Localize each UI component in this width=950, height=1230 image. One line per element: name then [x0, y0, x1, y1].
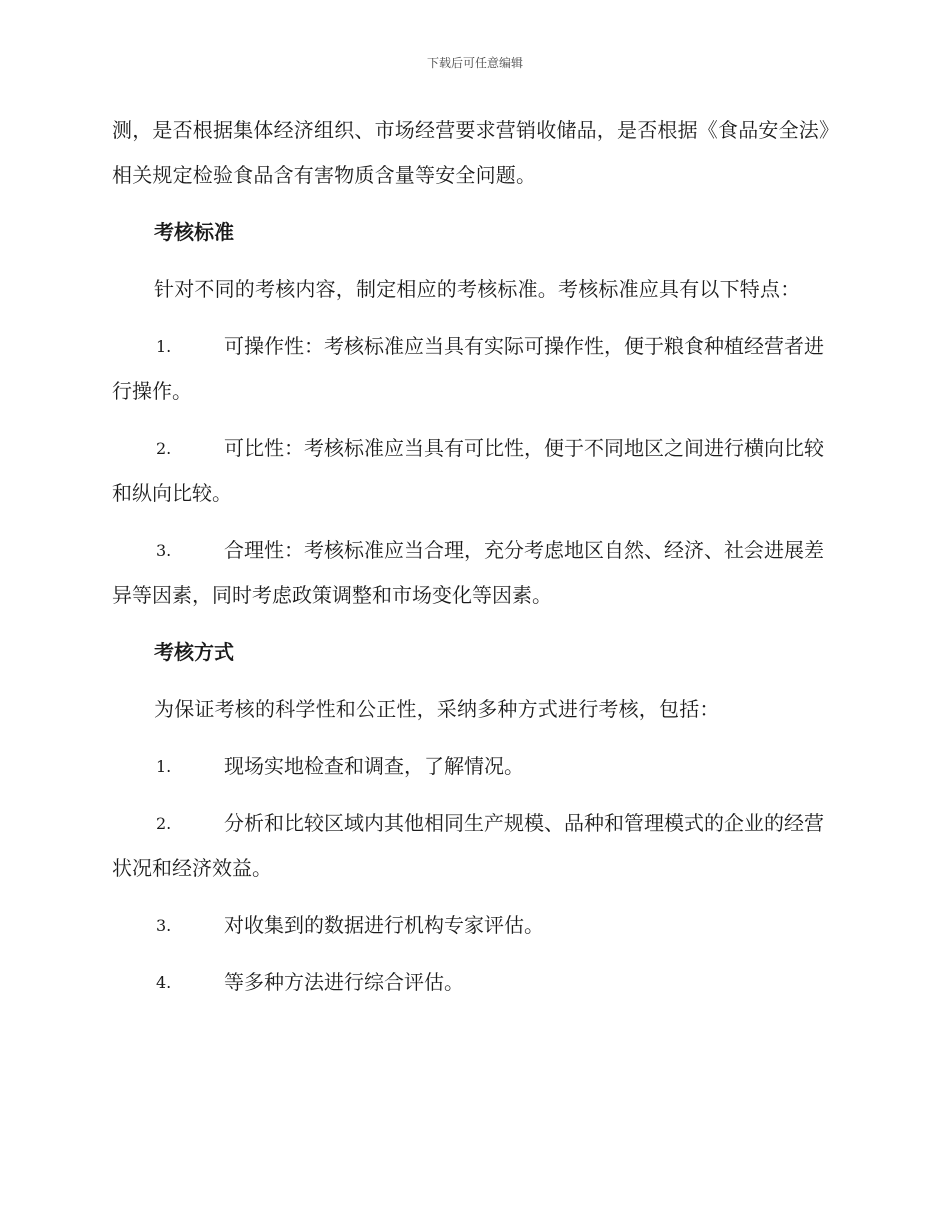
list-item-text: 对收集到的数据进行机构专家评估。 [224, 913, 544, 937]
section-heading-methods: 考核方式 [154, 640, 234, 664]
list-number: 1. [156, 757, 172, 776]
methods-intro: 为保证考核的科学性和公正性，采纳多种方式进行考核，包括： [154, 697, 720, 721]
list-number: 1. [156, 337, 172, 356]
list-item [112, 960, 834, 1005]
page-header: 下载后可任意编辑 [426, 56, 523, 70]
list-item-text: 现场实地检查和调查，了解情况。 [224, 754, 524, 778]
list-number: 2. [156, 439, 172, 458]
list-item-text: 可比性：考核标准应当具有可比性，便于不同地区之间进行横向比较和纵向比较。 [112, 436, 824, 505]
list-item [112, 426, 834, 516]
list-item [112, 744, 834, 789]
section-heading-standards: 考核标准 [154, 220, 234, 244]
list-item [112, 801, 834, 891]
list-item [112, 324, 834, 414]
list-number: 4. [156, 973, 172, 992]
list-number: 2. [156, 814, 172, 833]
list-item [112, 903, 834, 948]
standards-intro: 针对不同的考核内容，制定相应的考核标准。考核标准应具有以下特点： [154, 277, 801, 301]
document-body [112, 108, 834, 1017]
list-number: 3. [156, 916, 172, 935]
list-item-text: 可操作性：考核标准应当具有实际可操作性，便于粮食种植经营者进行操作。 [112, 334, 824, 403]
list-number: 3. [156, 541, 172, 560]
list-item-text: 等多种方法进行综合评估。 [224, 970, 464, 994]
list-item-text: 合理性：考核标准应当合理，充分考虑地区自然、经济、社会进展差异等因素，同时考虑政策调整和市场变化等因素。 [112, 538, 824, 607]
intro-paragraph: 测，是否根据集体经济组织、市场经营要求营销收储品，是否根据《食品安全法》相关规定检验食品含有害物质含量等安全问题。 [112, 118, 830, 187]
list-item-text: 分析和比较区域内其他相同生产规模、品种和管理模式的企业的经营状况和经济效益。 [112, 811, 824, 880]
list-item [112, 528, 834, 618]
